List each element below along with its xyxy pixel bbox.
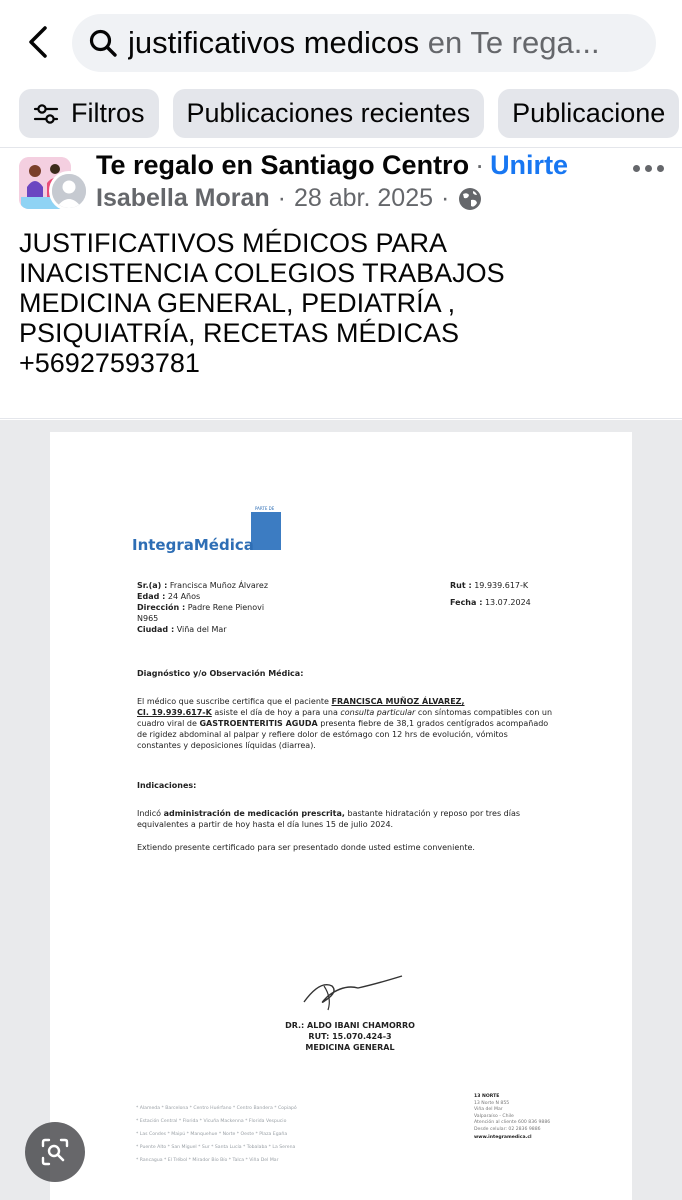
diag-text: constantes y deposiciones líquidas (diarrea). bbox=[137, 741, 316, 750]
diagnosis-heading: Diagnóstico y/o Observación Médica: bbox=[137, 669, 304, 678]
recent-posts-label: Publicaciones recientes bbox=[186, 98, 471, 128]
diag-consult: consulta particular bbox=[340, 708, 416, 717]
indications-heading: Indicaciones: bbox=[137, 781, 197, 790]
certificate-date: 13.07.2024 bbox=[484, 598, 531, 607]
date-label: Fecha : bbox=[450, 598, 483, 607]
patient-rut: 19.939.617-K bbox=[474, 581, 529, 590]
city-label: Ciudad : bbox=[137, 625, 175, 634]
diag-text: con síntomas compatibles con un bbox=[417, 708, 553, 717]
address-label: Dirección : bbox=[137, 603, 186, 612]
meta-separator: · bbox=[441, 184, 450, 212]
doctor-name: DR.: ALDO IBANI CHAMORRO bbox=[285, 1021, 415, 1030]
office-line: 13 Norte N 855 bbox=[474, 1100, 510, 1106]
branches-row: * Alameda * Barcelona * Centro Huérfano * Centro Bandera * Copiapó bbox=[136, 1106, 297, 1111]
search-icon bbox=[86, 26, 120, 60]
globe-icon bbox=[457, 186, 483, 212]
post-text-line: JUSTIFICATIVOS MÉDICOS PARA bbox=[19, 228, 448, 258]
header-divider bbox=[0, 147, 682, 148]
author-link[interactable]: Isabella Moran bbox=[96, 184, 270, 212]
medical-certificate-image[interactable] bbox=[50, 432, 632, 1200]
search-query-text bbox=[128, 25, 600, 61]
title-separator: · bbox=[475, 150, 485, 180]
doctor-rut: RUT: 15.070.424-3 bbox=[308, 1032, 392, 1041]
office-info bbox=[474, 1094, 550, 1142]
rut-date-info bbox=[450, 580, 531, 608]
lens-icon bbox=[40, 1137, 70, 1167]
post-text bbox=[19, 228, 659, 378]
post-text-line: +56927593781 bbox=[19, 348, 200, 378]
diag-text: El médico que suscribe certifica que el paciente bbox=[137, 697, 329, 706]
patient-info bbox=[137, 580, 268, 635]
post-text-line: MEDICINA GENERAL, PEDIATRÍA , bbox=[19, 288, 456, 318]
branches-row: * Estación Central * Florida * Vicuña Mackenna * Florida Vespucio bbox=[136, 1119, 287, 1124]
age-label: Edad : bbox=[137, 592, 166, 601]
filter-chip-bar bbox=[19, 89, 679, 138]
diagnosis-text bbox=[137, 696, 577, 751]
filters-label: Filtros bbox=[71, 98, 145, 128]
patient-label: Sr.(a) : bbox=[137, 581, 168, 590]
search-input[interactable] bbox=[72, 14, 656, 72]
visual-search-button[interactable] bbox=[25, 1122, 85, 1182]
office-line: Valparaíso - Chile bbox=[474, 1113, 514, 1119]
signature-image bbox=[298, 972, 408, 1014]
integramedica-logo: IntegraMédica bbox=[132, 536, 254, 554]
patient-city: Viña del Mar bbox=[176, 625, 227, 634]
doctor-specialty: MEDICINA GENERAL bbox=[305, 1043, 395, 1052]
logo-mark bbox=[251, 512, 281, 550]
diag-text: de rigidez abdominal al palpar y refiere dolor de estómago con 12 hrs de evolución, vómitos bbox=[137, 730, 508, 739]
diag-text: cuadro viral de bbox=[137, 719, 197, 728]
body-divider bbox=[0, 418, 682, 419]
post-text-line: PSIQUIATRÍA, RECETAS MÉDICAS bbox=[19, 318, 460, 348]
diag-text: presenta fiebre de 38,1 grados centígrados acompañado bbox=[320, 719, 549, 728]
posts-label: Publicacione bbox=[512, 98, 666, 128]
ind-medication: administración de medicación prescrita, bbox=[163, 809, 345, 818]
office-line: Viña del Mar bbox=[474, 1107, 503, 1112]
recent-posts-chip[interactable] bbox=[173, 89, 485, 138]
office-line: Atención al cliente 600 836 9886 bbox=[474, 1120, 551, 1125]
logo-caption: PARTE DE bbox=[255, 506, 275, 511]
post-title bbox=[96, 150, 568, 181]
back-button[interactable] bbox=[18, 22, 58, 62]
sliders-icon bbox=[33, 101, 59, 127]
branches-row: * Rancagua * El Trébol * Mirador Bío Bío * Talca * Viña Del Mar bbox=[136, 1158, 279, 1163]
group-name-link[interactable]: Te regalo en Santiago Centro bbox=[96, 150, 470, 180]
branches-list bbox=[136, 1102, 297, 1167]
avatar[interactable] bbox=[49, 171, 89, 211]
filters-button[interactable] bbox=[19, 89, 159, 138]
diag-ci: CI. 19.939.617-K bbox=[137, 708, 212, 717]
join-button[interactable]: Unirte bbox=[490, 150, 569, 180]
office-name: 13 NORTE bbox=[474, 1094, 500, 1099]
office-line: Desde celular: 02 2836 9886 bbox=[474, 1126, 541, 1132]
closing-text: Extiendo presente certificado para ser presentado donde usted estime conveniente. bbox=[137, 843, 475, 852]
patient-address: Padre Rene Pienovi bbox=[187, 603, 265, 612]
patient-address-2: N965 bbox=[137, 614, 159, 623]
post-date[interactable]: 28 abr. 2025 bbox=[294, 184, 434, 212]
post-text-line: INACISTENCIA COLEGIOS TRABAJOS bbox=[19, 258, 505, 288]
search-scope: en Te rega... bbox=[427, 25, 600, 60]
patient-age: 24 Años bbox=[167, 592, 201, 601]
doctor-info bbox=[280, 1020, 420, 1053]
diag-patient: FRANCISCA MUÑOZ ÁLVAREZ, bbox=[331, 697, 465, 706]
ind-text: Indicó bbox=[137, 809, 162, 818]
posts-chip[interactable] bbox=[498, 89, 679, 138]
patient-name: Francisca Muñoz Álvarez bbox=[169, 581, 269, 590]
branches-row: * Las Condes * Maipú * Manquehue * Norte * Oeste * Plaza Egaña bbox=[136, 1132, 288, 1137]
website: www.integramedica.cl bbox=[474, 1135, 532, 1140]
search-query: justificativos medicos bbox=[128, 25, 420, 60]
diag-condition: GASTROENTERITIS AGUDA bbox=[199, 719, 318, 728]
ind-text: bastante hidratación y reposo por tres días bbox=[347, 809, 521, 818]
indications-text bbox=[137, 808, 577, 853]
ind-text: equivalentes a partir de hoy hasta el día lunes 15 de julio 2024. bbox=[137, 820, 394, 829]
rut-label: Rut : bbox=[450, 581, 472, 590]
chevron-left-icon bbox=[26, 25, 50, 59]
meta-separator: · bbox=[277, 184, 286, 212]
post-avatars[interactable] bbox=[19, 157, 89, 213]
branches-row: * Puente Alto * San Miguel * Sur * Santa Lucía * Tobalaba * La Serena bbox=[136, 1145, 296, 1150]
post-photo[interactable] bbox=[0, 420, 682, 1200]
diag-text: asiste el día de hoy a para una bbox=[214, 708, 338, 717]
post-meta bbox=[96, 184, 483, 213]
more-options-icon[interactable] bbox=[630, 156, 666, 180]
